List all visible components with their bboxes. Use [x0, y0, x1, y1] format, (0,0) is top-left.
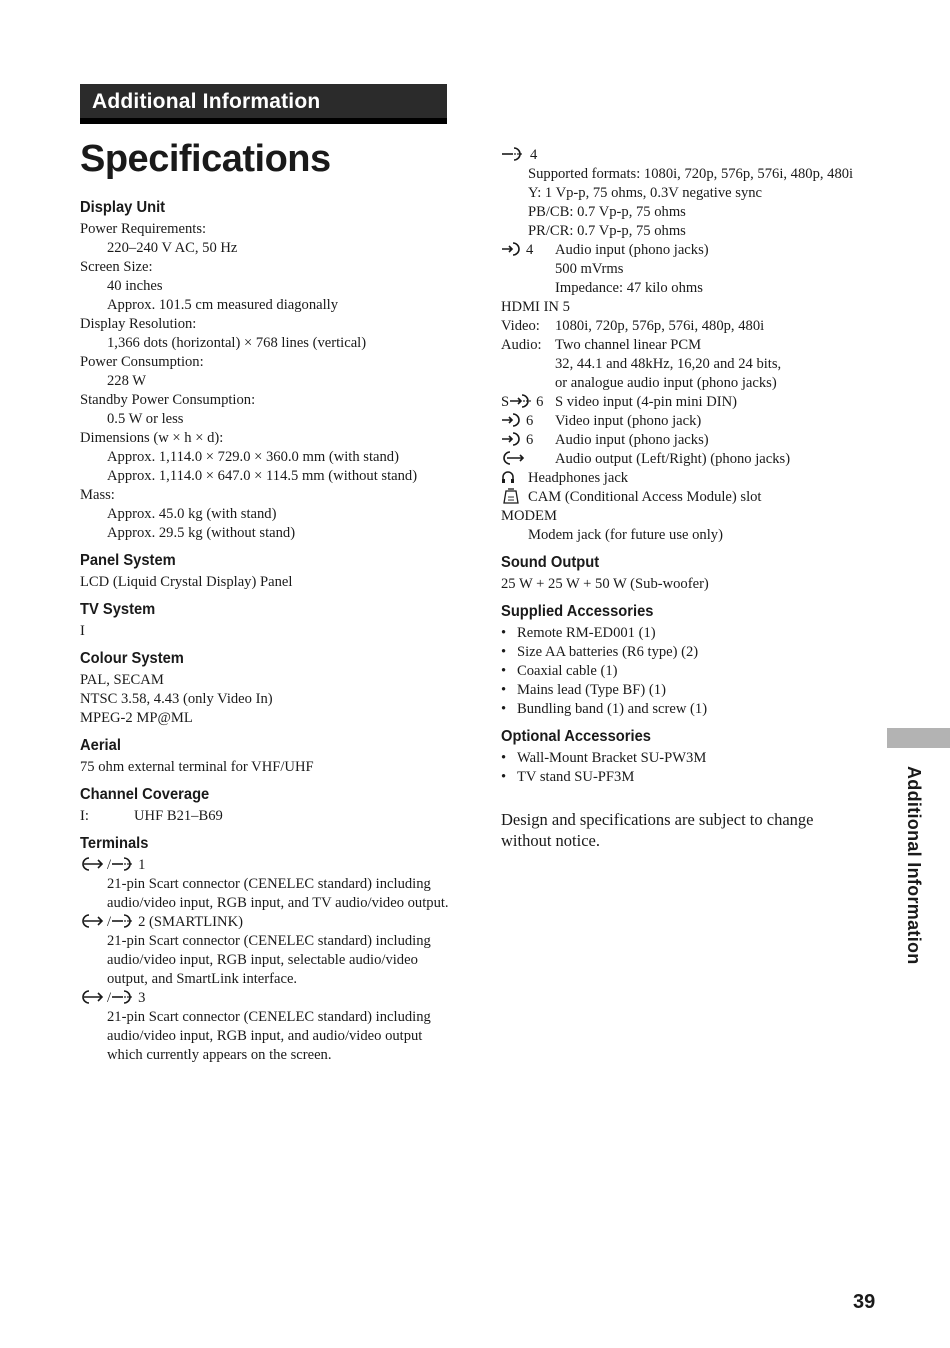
headphones-icon	[501, 469, 515, 485]
list-item: • Wall-Mount Bracket SU-PW3M	[501, 749, 881, 768]
s-video-row	[501, 393, 881, 412]
component-input-icon	[501, 146, 529, 162]
video-input-icon	[501, 412, 525, 428]
terminal-3-number: 3	[138, 990, 146, 1006]
video-input-desc: Video input (phono jack)	[555, 413, 702, 429]
terminal-4-audio-row	[501, 241, 881, 260]
side-tab-marker	[887, 728, 950, 748]
terminal-4-audio-2: 500 mVrms	[555, 261, 624, 277]
mass-without-stand: Approx. 29.5 kg (without stand)	[107, 525, 296, 541]
tv-system-value: I	[80, 623, 85, 639]
s-video-number: 6	[536, 394, 544, 410]
audio-output-row	[501, 450, 881, 469]
list-item: • TV stand SU-PF3M	[501, 768, 881, 787]
resolution-value: 1,366 dots (horizontal) × 768 lines (vertical)	[107, 335, 367, 351]
terminal-2-number: 2 (SMARTLINK)	[138, 914, 243, 930]
terminal-3-line: / 3	[80, 989, 460, 1008]
power-cons-value: 228 W	[107, 373, 147, 389]
list-item: • Bundling band (1) and screw (1)	[501, 700, 881, 719]
headphones-row	[501, 469, 881, 488]
side-section-label: Additional Information	[904, 766, 924, 965]
audio-input-desc: Audio input (phono jacks)	[555, 432, 709, 448]
terminal-4-y: Y: 1 Vp-p, 75 ohms, 0.3V negative sync	[528, 185, 763, 201]
terminal-2-line: / 2 (SMARTLINK)	[80, 913, 460, 932]
audio-input-row	[501, 431, 881, 450]
terminal-2-desc: 21-pin Scart connector (CENELEC standard) including audio/video input, RGB input, selectable audio/video output, and SmartLink interface.	[107, 933, 431, 987]
modem-desc: Modem jack (for future use only)	[528, 527, 723, 543]
mass-with-stand: Approx. 45.0 kg (with stand)	[107, 506, 277, 522]
tv-system-heading: TV System	[80, 601, 156, 618]
page-title: Specifications	[80, 138, 331, 180]
audio-input-number: 6	[526, 432, 534, 448]
audio-output-icon	[501, 450, 527, 466]
terminal-4-audio-number: 4	[526, 242, 534, 258]
audio-output-desc: Audio output (Left/Right) (phono jacks)	[555, 451, 791, 467]
right-column	[501, 146, 881, 851]
list-item: • Coaxial cable (1)	[501, 662, 881, 681]
terminal-4-pr: PR/CR: 0.7 Vp-p, 75 ohms	[528, 223, 686, 239]
hdmi-label: HDMI IN 5	[501, 299, 570, 315]
dimensions-without-stand: Approx. 1,114.0 × 647.0 × 114.5 mm (without stand)	[107, 468, 418, 484]
terminal-1-line: / 1	[80, 856, 460, 875]
sound-value: 25 W + 25 W + 50 W (Sub-woofer)	[501, 576, 709, 592]
audio-input-icon	[501, 431, 525, 447]
resolution-label: Display Resolution:	[80, 316, 197, 332]
colour-line-3: MPEG-2 MP@ML	[80, 710, 193, 726]
terminal-4-audio-1: Audio input (phono jacks)	[555, 242, 709, 258]
terminal-4-number: 4	[530, 147, 538, 163]
power-req-value: 220–240 V AC, 50 Hz	[107, 240, 238, 256]
scart-in-out-icon	[80, 989, 106, 1005]
av-input-icon	[111, 913, 137, 929]
screen-size-value: 40 inches	[107, 278, 163, 294]
colour-heading: Colour System	[80, 650, 184, 667]
left-column	[80, 198, 460, 1065]
hdmi-audio-1: Two channel linear PCM	[555, 337, 702, 353]
terminal-4-formats: Supported formats: 1080i, 720p, 576p, 576i, 480p, 480i	[528, 166, 854, 182]
terminal-1-desc: 21-pin Scart connector (CENELEC standard) including audio/video input, RGB input, and TV audio/video output.	[107, 876, 449, 911]
terminals-heading: Terminals	[80, 835, 149, 852]
colour-line-1: PAL, SECAM	[80, 672, 164, 688]
hdmi-audio-row	[501, 336, 881, 355]
scart-in-out-icon	[80, 856, 106, 872]
notice-text: Design and specifications are subject to change without notice.	[501, 810, 814, 850]
power-cons-label: Power Consumption:	[80, 354, 204, 370]
terminal-1-number: 1	[138, 857, 146, 873]
headphones-desc: Headphones jack	[528, 470, 629, 486]
optional-list	[501, 749, 881, 787]
cam-row	[501, 488, 881, 507]
dimensions-with-stand: Approx. 1,114.0 × 729.0 × 360.0 mm (with stand)	[107, 449, 399, 465]
channel-key: I:	[80, 808, 89, 824]
panel-value: LCD (Liquid Crystal Display) Panel	[80, 574, 293, 590]
mass-label: Mass:	[80, 487, 115, 503]
hdmi-video-row	[501, 317, 881, 336]
terminal-4-line	[501, 146, 881, 165]
av-input-icon	[111, 989, 137, 1005]
standby-value: 0.5 W or less	[107, 411, 184, 427]
s-video-input-icon	[509, 393, 535, 409]
channel-value: UHF B21–B69	[134, 808, 223, 824]
sound-heading: Sound Output	[501, 554, 600, 571]
page-number: 39	[853, 1291, 876, 1313]
colour-line-2: NTSC 3.58, 4.43 (only Video In)	[80, 691, 273, 707]
supplied-heading: Supplied Accessories	[501, 603, 654, 620]
terminal-3-desc: 21-pin Scart connector (CENELEC standard) including audio/video input, RGB input, and audio/video output which currently appears on the screen.	[107, 1009, 431, 1063]
list-item: • Mains lead (Type BF) (1)	[501, 681, 881, 700]
hdmi-audio-2: 32, 44.1 and 48kHz, 16,20 and 24 bits,	[555, 356, 782, 372]
terminal-4-audio-3: Impedance: 47 kilo ohms	[555, 280, 703, 296]
scart-in-out-icon	[80, 913, 106, 929]
list-item: • Remote RM-ED001 (1)	[501, 624, 881, 643]
aerial-heading: Aerial	[80, 737, 121, 754]
video-input-number: 6	[526, 413, 534, 429]
hdmi-audio-key: Audio:	[501, 337, 542, 353]
av-input-icon	[111, 856, 137, 872]
channel-heading: Channel Coverage	[80, 786, 210, 803]
hdmi-video-key: Video:	[501, 318, 540, 334]
panel-heading: Panel System	[80, 552, 176, 569]
hdmi-audio-3: or analogue audio input (phono jacks)	[555, 375, 777, 391]
section-banner	[80, 84, 447, 124]
supplied-list	[501, 624, 881, 719]
cam-slot-icon	[501, 488, 521, 504]
list-item: • Size AA batteries (R6 type) (2)	[501, 643, 881, 662]
power-req-label: Power Requirements:	[80, 221, 207, 237]
display-unit-heading: Display Unit	[80, 199, 166, 216]
audio-input-icon	[501, 241, 525, 257]
screen-size-label: Screen Size:	[80, 259, 153, 275]
terminal-4-pb: PB/CB: 0.7 Vp-p, 75 ohms	[528, 204, 686, 220]
s-video-prefix: S	[501, 394, 510, 410]
cam-desc: CAM (Conditional Access Module) slot	[528, 489, 762, 505]
s-video-desc: S video input (4-pin mini DIN)	[555, 394, 738, 410]
section-banner-label: Additional Information	[92, 90, 321, 113]
screen-size-diagonal: Approx. 101.5 cm measured diagonally	[107, 297, 339, 313]
standby-label: Standby Power Consumption:	[80, 392, 256, 408]
modem-label: MODEM	[501, 508, 557, 524]
optional-heading: Optional Accessories	[501, 728, 651, 745]
hdmi-video-value: 1080i, 720p, 576p, 576i, 480p, 480i	[555, 318, 765, 334]
dimensions-label: Dimensions (w × h × d):	[80, 430, 224, 446]
aerial-value: 75 ohm external terminal for VHF/UHF	[80, 759, 314, 775]
video-input-row	[501, 412, 881, 431]
channel-row	[80, 807, 460, 826]
